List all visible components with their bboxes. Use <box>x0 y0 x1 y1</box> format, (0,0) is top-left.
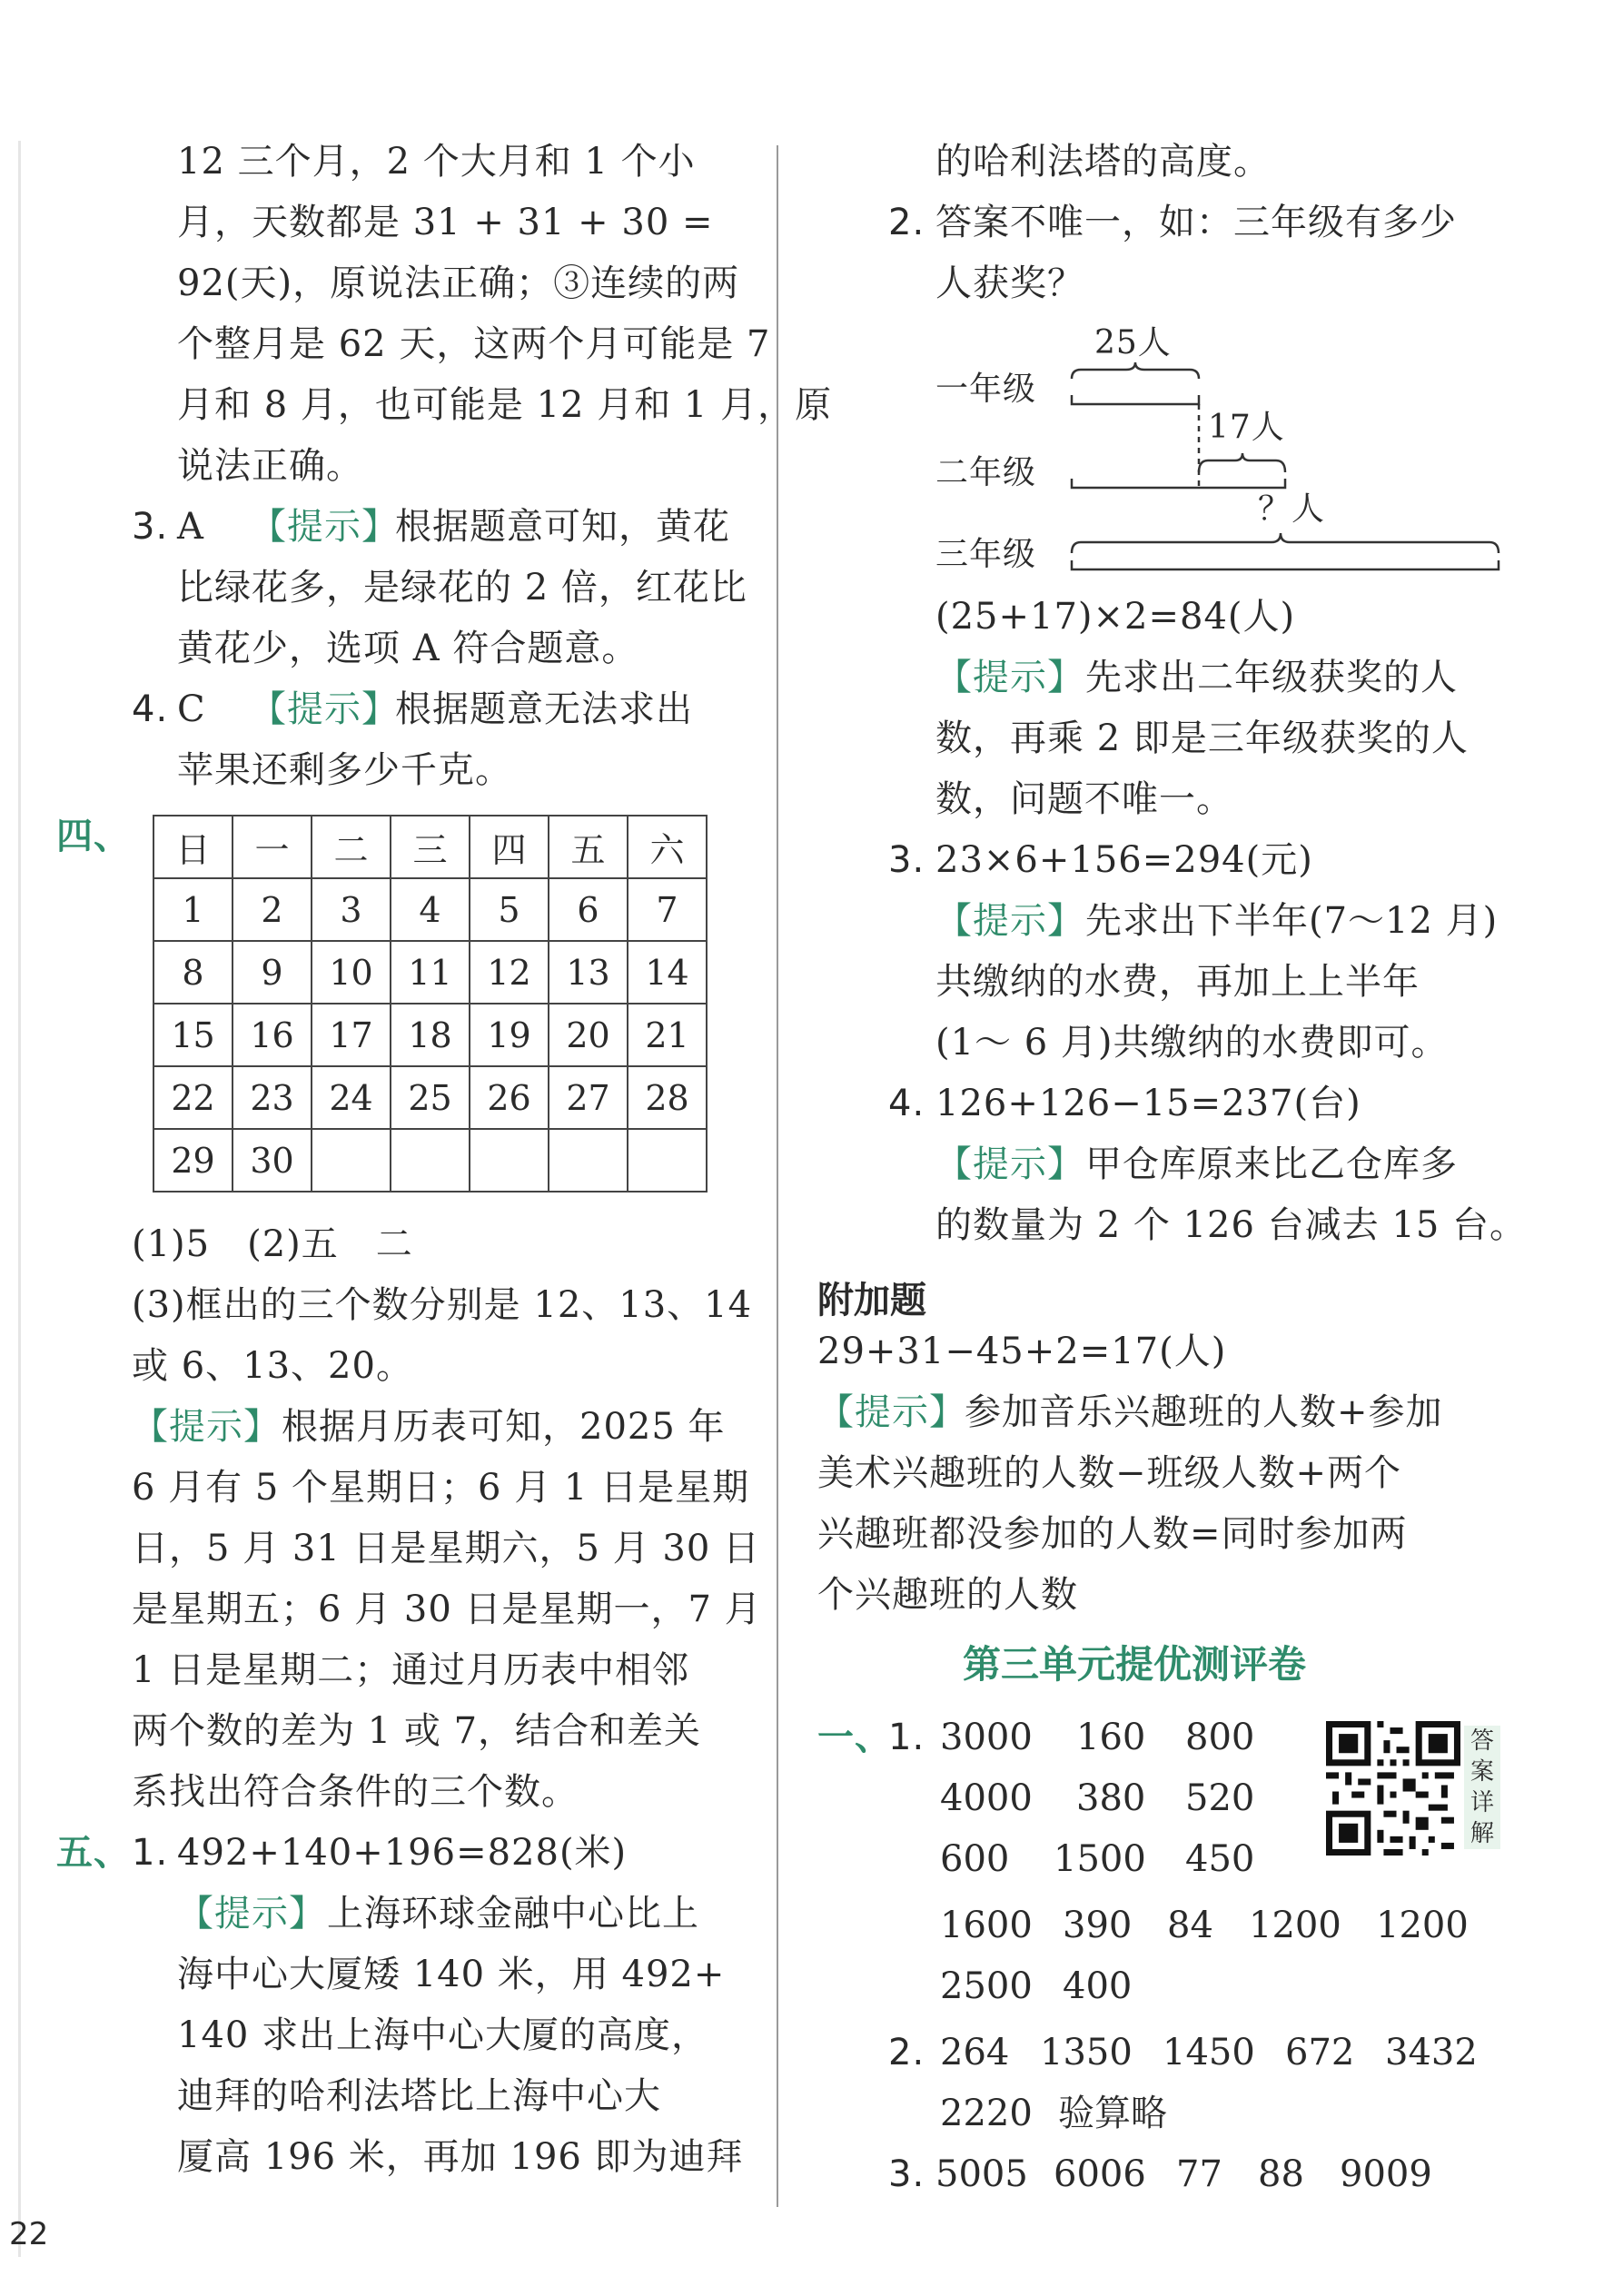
calendar-cell: 11 <box>391 941 470 1004</box>
calendar-cell: 30 <box>233 1129 312 1192</box>
calendar-cell: 23 <box>233 1066 312 1129</box>
left-line-1: 12 三个月，2 个大月和 1 个小 <box>177 141 696 183</box>
r-q3-hint-3: (1～ 6 月)共缴纳的水费即可。 <box>935 1022 1449 1064</box>
answer-value: 4000 <box>940 1777 1033 1819</box>
calendar-header-cell: 六 <box>628 816 707 878</box>
answer-value: 672 <box>1285 2032 1355 2073</box>
sec4-hint-3: 日，5 月 31 日是星期六，5 月 30 日 <box>132 1528 760 1569</box>
unit3-q1-number: 1. <box>888 1717 925 1758</box>
sec5-hint-2: 海中心大厦矮 140 米，用 492+ <box>177 1954 726 1995</box>
grade2-brace <box>1199 453 1285 472</box>
sec4-hint-7: 系找出符合条件的三个数。 <box>132 1771 579 1813</box>
extra-hint-3: 兴趣班都没参加的人数=同时参加两 <box>817 1513 1408 1555</box>
unit3-q2-number: 2. <box>888 2032 925 2073</box>
calendar-cell: 12 <box>470 941 549 1004</box>
answer-value: 1200 <box>1249 1905 1341 1946</box>
diagram-label-grade1: 一年级 <box>935 371 1037 408</box>
sec5-hint-label: 【提示】 <box>177 1893 326 1935</box>
q3-hint-text-3: 黄花少，选项 A 符合题意。 <box>177 628 639 669</box>
extra-hint-4: 个兴趣班的人数 <box>817 1574 1078 1616</box>
calendar-cell <box>391 1129 470 1192</box>
r-q2-hint-2: 数，再乘 2 即是三年级获奖的人 <box>935 718 1469 759</box>
answer-value: 验算略 <box>1058 2093 1167 2134</box>
answer-value: 600 <box>940 1838 1010 1880</box>
answer-value: 400 <box>1063 1965 1133 2007</box>
r-q2-expr: (25+17)×2=84(人) <box>935 596 1296 638</box>
answer-value: 1350 <box>1040 2032 1133 2073</box>
calendar-cell: 2 <box>233 878 312 941</box>
diagram-count-25: 25人 <box>1094 324 1172 361</box>
r-q2-hint-1: 先求出二年级获奖的人 <box>1085 657 1458 698</box>
extra-hint-1: 参加音乐兴趣班的人数+参加 <box>965 1391 1443 1433</box>
calendar-cell: 17 <box>312 1004 391 1066</box>
sec4-hint-label: 【提示】 <box>132 1406 281 1448</box>
calendar-cell: 28 <box>628 1066 707 1129</box>
calendar-row <box>153 941 707 1004</box>
r-q4-hint-1: 甲仓库原来比乙仓库多 <box>1085 1143 1458 1185</box>
answer-value: 390 <box>1063 1905 1133 1946</box>
qr-label <box>1464 1726 1500 1849</box>
calendar-cell: 27 <box>549 1066 628 1129</box>
column-divider <box>777 145 778 2207</box>
answer-value: 84 <box>1167 1905 1213 1946</box>
r-q3-number: 3. <box>888 839 925 881</box>
answer-value: 3000 <box>940 1717 1033 1758</box>
r-q2-number: 2. <box>888 202 925 243</box>
answer-value: 1200 <box>1376 1905 1469 1946</box>
diagram-count-unknown: ？人 <box>1258 490 1326 528</box>
r-q2-text-2: 人获奖？ <box>935 262 1084 304</box>
right-continuation: 的哈利法塔的高度。 <box>935 141 1271 183</box>
r-q3-hint-label: 【提示】 <box>935 900 1084 942</box>
sec5-q1-expr: 492+140+196=828(米) <box>177 1832 628 1874</box>
left-line-5: 月和 8 月，也可能是 12 月和 1 月，原 <box>177 384 833 426</box>
q4-hint-label: 【提示】 <box>250 688 399 730</box>
calendar-cell: 14 <box>628 941 707 1004</box>
answer-value: 5005 <box>935 2153 1028 2195</box>
calendar-cell: 7 <box>628 878 707 941</box>
calendar-cell: 6 <box>549 878 628 941</box>
q3-hint-text-1: 根据题意可知，黄花 <box>395 506 730 548</box>
answer-value: 450 <box>1185 1838 1255 1880</box>
sec4-hint-1: 根据月历表可知，2025 年 <box>282 1406 726 1448</box>
calendar-cell: 18 <box>391 1004 470 1066</box>
r-q2-hint-3: 数，问题不唯一。 <box>935 778 1233 820</box>
calendar-cell: 9 <box>233 941 312 1004</box>
extra-hint-label: 【提示】 <box>817 1391 966 1433</box>
qr-label-char: 案 <box>1470 1758 1494 1786</box>
diagram-label-grade3: 三年级 <box>935 536 1037 573</box>
answer-value: 2500 <box>940 1965 1033 2007</box>
qr-label-char: 解 <box>1470 1820 1494 1847</box>
calendar-table <box>153 815 708 1193</box>
answer-value: 1500 <box>1054 1838 1146 1880</box>
calendar-header-row <box>153 816 707 878</box>
r-q4-hint-2: 的数量为 2 个 126 台减去 15 台。 <box>935 1204 1527 1246</box>
sec4-hint-6: 两个数的差为 1 或 7，结合和差关 <box>132 1710 702 1752</box>
left-margin-bar <box>18 141 21 2257</box>
calendar-cell: 4 <box>391 878 470 941</box>
q3-answer: A <box>177 506 204 548</box>
calendar-cell: 15 <box>153 1004 233 1066</box>
answer-value: 380 <box>1076 1777 1146 1819</box>
sec5-hint-1: 上海环球金融中心比上 <box>327 1893 699 1935</box>
left-line-2: 月，天数都是 31 + 31 + 30 = <box>177 202 714 243</box>
calendar-header-cell: 三 <box>391 816 470 878</box>
sec5-hint-3: 140 求出上海中心大厦的高度， <box>177 2014 709 2056</box>
sec4-answer-2: (3)框出的三个数分别是 12、13、14 <box>132 1284 753 1326</box>
answer-value: 3432 <box>1385 2032 1478 2073</box>
calendar-cell: 21 <box>628 1004 707 1066</box>
calendar-cell: 20 <box>549 1004 628 1066</box>
r-q4-number: 4. <box>888 1083 925 1124</box>
grade3-segment <box>1072 560 1499 569</box>
left-line-4: 个整月是 62 天，这两个月可能是 7 <box>177 323 771 365</box>
sec5-hint-4: 迪拜的哈利法塔比上海中心大 <box>177 2075 661 2117</box>
calendar-cell: 25 <box>391 1066 470 1129</box>
unit3-section-1-label: 一、 <box>817 1717 892 1758</box>
diagram-count-17: 17人 <box>1208 409 1285 446</box>
calendar-cell: 3 <box>312 878 391 941</box>
sec4-hint-2: 6 月有 5 个星期日；6 月 1 日是星期 <box>132 1467 750 1509</box>
r-q3-hint-1: 先求出下半年(7～12 月) <box>1085 900 1499 942</box>
unit3-q3-number: 3. <box>888 2153 925 2195</box>
calendar-row <box>153 1129 707 1192</box>
sec5-q1-number: 1. <box>132 1832 169 1874</box>
answer-value: 1450 <box>1163 2032 1255 2073</box>
extra-hint-2: 美术兴趣班的人数−班级人数+两个 <box>817 1452 1402 1494</box>
answer-value: 77 <box>1176 2153 1222 2195</box>
unit-3-title: 第三单元提优测评卷 <box>963 1642 1307 1687</box>
q4-hint-text-1: 根据题意无法求出 <box>395 688 693 730</box>
qr-code-icon[interactable] <box>1326 1721 1460 1856</box>
grade2-segment <box>1072 479 1285 488</box>
calendar-cell: 24 <box>312 1066 391 1129</box>
answer-value: 6006 <box>1054 2153 1146 2195</box>
calendar-cell <box>628 1129 707 1192</box>
answer-value: 520 <box>1185 1777 1255 1819</box>
calendar-header-cell: 二 <box>312 816 391 878</box>
calendar-cell: 5 <box>470 878 549 941</box>
calendar-cell: 1 <box>153 878 233 941</box>
r-q3-hint-2: 共缴纳的水费，再加上上半年 <box>935 961 1420 1003</box>
r-q4-hint-label: 【提示】 <box>935 1143 1084 1185</box>
sec4-hint-4: 是星期五；6 月 30 日是星期一，7 月 <box>132 1588 762 1630</box>
calendar-cell <box>470 1129 549 1192</box>
calendar-header-cell: 日 <box>153 816 233 878</box>
q4-number: 4. <box>132 688 169 730</box>
page-number: 22 <box>9 2216 49 2252</box>
grade1-brace <box>1072 362 1199 379</box>
answer-value: 160 <box>1076 1717 1146 1758</box>
calendar-cell <box>312 1129 391 1192</box>
calendar-cell: 8 <box>153 941 233 1004</box>
r-q2-hint-label: 【提示】 <box>935 657 1084 698</box>
section-4-label: 四、 <box>56 816 131 857</box>
answer-value: 9009 <box>1340 2153 1432 2195</box>
calendar-cell: 19 <box>470 1004 549 1066</box>
answer-value: 264 <box>940 2032 1010 2073</box>
qr-label-char: 详 <box>1470 1789 1494 1816</box>
calendar-cell: 29 <box>153 1129 233 1192</box>
q3-number: 3. <box>132 506 169 548</box>
calendar-row <box>153 1004 707 1066</box>
calendar-cell: 10 <box>312 941 391 1004</box>
calendar-cell: 16 <box>233 1004 312 1066</box>
q4-hint-text-2: 苹果还剩多少千克。 <box>177 749 512 791</box>
answer-value: 1600 <box>940 1905 1033 1946</box>
calendar-row <box>153 878 707 941</box>
left-line-3: 92(天)，原说法正确；③连续的两 <box>177 262 740 304</box>
calendar-header-cell: 四 <box>470 816 549 878</box>
calendar-cell: 13 <box>549 941 628 1004</box>
sec4-answer-3: 或 6、13、20。 <box>132 1345 413 1387</box>
extra-expr: 29+31−45+2=17(人) <box>817 1331 1227 1372</box>
diagram-label-grade2: 二年级 <box>935 454 1037 491</box>
answer-value: 2220 <box>940 2093 1033 2134</box>
calendar-header-cell: 五 <box>549 816 628 878</box>
diagram-lines <box>1063 359 1517 577</box>
answer-value: 800 <box>1185 1717 1255 1758</box>
grade3-brace <box>1072 533 1499 553</box>
calendar-cell: 26 <box>470 1066 549 1129</box>
q4-answer: C <box>177 688 206 730</box>
extra-question-title: 附加题 <box>817 1280 926 1321</box>
r-q4-expr: 126+126−15=237(台) <box>935 1083 1361 1124</box>
calendar-cell: 22 <box>153 1066 233 1129</box>
calendar-row <box>153 1066 707 1129</box>
left-line-6: 说法正确。 <box>177 445 363 487</box>
grade1-segment <box>1072 395 1199 404</box>
section-5-label: 五、 <box>56 1832 131 1874</box>
sec5-hint-5: 厦高 196 米，再加 196 即为迪拜 <box>177 2136 744 2178</box>
q3-hint-text-2: 比绿花多，是绿花的 2 倍，红花比 <box>177 567 747 609</box>
calendar-header-cell: 一 <box>233 816 312 878</box>
sec4-answer-1: (1)5 (2)五 二 <box>132 1223 413 1265</box>
q3-hint-label: 【提示】 <box>250 506 399 548</box>
r-q2-text-1: 答案不唯一，如：三年级有多少 <box>935 202 1457 243</box>
qr-label-char: 答 <box>1470 1727 1494 1755</box>
answer-value: 88 <box>1258 2153 1304 2195</box>
sec4-hint-5: 1 日是星期二；通过月历表中相邻 <box>132 1649 690 1691</box>
calendar-cell <box>549 1129 628 1192</box>
r-q3-expr: 23×6+156=294(元) <box>935 839 1313 881</box>
